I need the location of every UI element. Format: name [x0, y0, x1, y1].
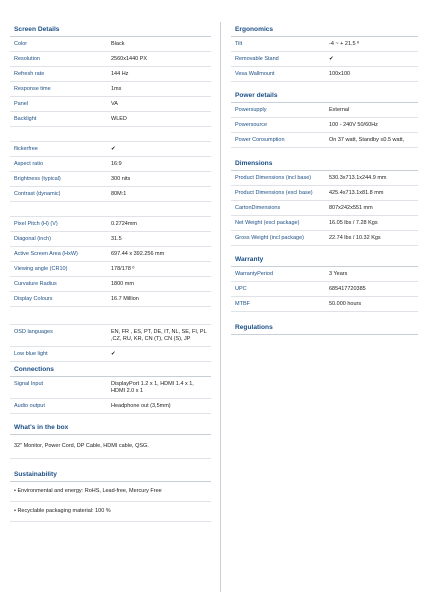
spec-value: 50.000 hours: [329, 301, 362, 307]
spec-value: 1ms: [111, 86, 122, 92]
sustainability-item: • Environmental and energy: RoHS, Lead-free, Mercury Free: [10, 482, 211, 502]
spec-value: 300 nits: [111, 176, 131, 182]
spacer-row: [10, 127, 211, 142]
spec-value: 22.74 lbs / 10.32 Kgs: [329, 235, 381, 241]
spec-value: 1800 mm: [111, 281, 134, 287]
spec-row-viewing-angle: [10, 262, 211, 277]
box-contents-text: 32" Monitor, Power Cord, DP Cable, HDMI cable, QSG.: [10, 435, 211, 459]
spec-label: CartonDimensions: [235, 205, 281, 211]
spec-label: Tilt: [235, 41, 243, 47]
spec-label: Powersource: [235, 122, 268, 128]
spec-value: 807x242x551 mm: [329, 205, 373, 211]
spec-value: 16:9: [111, 161, 122, 167]
spec-row-carton-dimensions: [231, 201, 418, 216]
spec-label: Display Colours: [14, 296, 53, 302]
spec-row-vesa: [231, 67, 418, 82]
spec-value: 178/178 º: [111, 266, 135, 272]
spec-value: External: [329, 107, 350, 113]
spec-label: Resolution: [14, 56, 40, 62]
spec-row-diagonal: [10, 232, 211, 247]
right-column: [231, 22, 418, 335]
spec-row-warranty-period: [231, 267, 418, 282]
spec-row-backlight: [10, 112, 211, 127]
spec-value: EN, FR , ES, PT, DE, IT, NL, SE, FI, PL ,CZ, RU, KR, CN (T), CN (S), JP: [111, 329, 207, 342]
spec-value: 16.7 Million: [111, 296, 139, 302]
spec-label: flickerfree: [14, 146, 38, 152]
screen-details-title: Screen Details: [10, 22, 211, 37]
spec-row-curvature: [10, 277, 211, 292]
spec-row-display-colours: [10, 292, 211, 307]
spec-row-contrast: [10, 187, 211, 202]
spec-row-panel: [10, 97, 211, 112]
spec-label: Active Screen Area (HxW): [14, 251, 78, 257]
regulations-title: Regulations: [231, 320, 418, 335]
spec-label: Curvature Radius: [14, 281, 57, 287]
spec-label: Audio output: [14, 403, 45, 409]
spec-label: Color: [14, 41, 28, 47]
spec-value: On 37 watt, Standby ≤0.5 watt,: [329, 137, 405, 143]
spec-label: Vesa Wallmount: [235, 71, 275, 77]
spec-value: 100 - 240V 50/60Hz: [329, 122, 378, 128]
spec-label: Removable Stand: [235, 56, 279, 62]
spec-label: Product Dimensions (incl base): [235, 175, 312, 181]
spec-row-pixel-pitch: [10, 217, 211, 232]
spec-label: Contrast (dynamic): [14, 191, 61, 197]
spec-label: UPC: [235, 286, 247, 292]
spec-row-signal-input: [10, 377, 211, 399]
spec-row-removable-stand: [231, 52, 418, 67]
spec-row-tilt: [231, 37, 418, 52]
spec-value: 685417720385: [329, 286, 366, 292]
spec-label: Viewing angle (CR10): [14, 266, 68, 272]
warranty-title: Warranty: [231, 252, 418, 267]
spec-value: 0.2724mm: [111, 221, 137, 227]
sustainability-title: Sustainability: [10, 467, 211, 482]
spec-value: 144 Hz: [111, 71, 129, 77]
spec-label: Net Weight (excl package): [235, 220, 300, 226]
spec-value: Black: [111, 41, 125, 47]
spec-row-power-consumption: [231, 133, 418, 148]
spec-row-upc: [231, 282, 418, 297]
spec-label: Aspect ratio: [14, 161, 44, 167]
spec-label: MTBF: [235, 301, 250, 307]
spec-value: 530.3x713.1x244.9 mm: [329, 175, 387, 181]
dimensions-title: Dimensions: [231, 156, 418, 171]
spec-row-powersupply: [231, 103, 418, 118]
spec-row-osd-languages: [10, 325, 211, 347]
spec-row-resolution: [10, 52, 211, 67]
spec-label: Gross Weight (incl package): [235, 235, 304, 241]
spec-row-audio-output: [10, 399, 211, 414]
spec-label: Signal Input: [14, 381, 44, 387]
spec-label: Low blue light: [14, 351, 48, 357]
spec-row-aspect-ratio: [10, 157, 211, 172]
check-icon: ✔: [111, 146, 116, 152]
spec-row-dimensions-excl-base: [231, 186, 418, 201]
spec-value: VA: [111, 101, 118, 107]
spec-row-response-time: [10, 82, 211, 97]
spec-row-active-area: [10, 247, 211, 262]
spec-label: Product Dimensions (excl base): [235, 190, 313, 196]
spec-row-flickerfree: [10, 142, 211, 157]
spec-value: 697.44 x 392.256 mm: [111, 251, 165, 257]
spec-row-color: [10, 37, 211, 52]
spec-value: DisplayPort 1.2 x 1, HDMI 1.4 x 1, HDMI 2.0 x 1: [111, 381, 194, 394]
power-details-title: Power details: [231, 88, 418, 103]
spec-row-mtbf: [231, 297, 418, 312]
spec-label: WarrantyPeriod: [235, 271, 274, 277]
whats-in-box-title: What's in the box: [10, 420, 211, 435]
spec-label: Response time: [14, 86, 51, 92]
spec-label: Panel: [14, 101, 29, 107]
ergonomics-title: Ergonomics: [231, 22, 418, 37]
spacer-row: [10, 307, 211, 325]
left-column: [10, 22, 211, 522]
spec-label: Refresh rate: [14, 71, 45, 77]
spec-value: -4 ~ + 21.5 º: [329, 41, 360, 47]
spec-value: 3 Years: [329, 271, 348, 277]
check-icon: ✔: [329, 56, 334, 62]
spec-label: Diagonal (inch): [14, 236, 51, 242]
spec-value: 2560x1440 PX: [111, 56, 148, 62]
sustainability-item: • Recyclable packaging material: 100 %: [10, 502, 211, 522]
spec-row-refresh-rate: [10, 67, 211, 82]
spec-value: Headphone out (3,5mm): [111, 403, 171, 409]
spec-row-net-weight: [231, 216, 418, 231]
spec-value: 31.5: [111, 236, 122, 242]
spec-label: Backlight: [14, 116, 37, 122]
spec-label: Power Consumption: [235, 137, 285, 143]
spec-label: Pixel Pitch (H) (V): [14, 221, 58, 227]
spec-row-brightness: [10, 172, 211, 187]
spec-value: 80M:1: [111, 191, 127, 197]
spec-label: Powersupply: [235, 107, 267, 113]
connections-title: Connections: [10, 362, 211, 377]
spec-row-powersource: [231, 118, 418, 133]
spec-value: 16.05 lbs / 7.28 Kgs: [329, 220, 378, 226]
spec-value: 425.4x713.1x81.8 mm: [329, 190, 384, 196]
spec-row-dimensions-incl-base: [231, 171, 418, 186]
spec-value: WLED: [111, 116, 127, 122]
spec-label: OSD languages: [14, 329, 53, 335]
spec-value: 100x100: [329, 71, 351, 77]
spec-row-low-blue-light: [10, 347, 211, 362]
spacer-row: [10, 202, 211, 217]
spec-row-gross-weight: [231, 231, 418, 246]
spec-label: Brightness (typical): [14, 176, 61, 182]
check-icon: ✔: [111, 351, 116, 357]
column-divider: [220, 22, 221, 592]
